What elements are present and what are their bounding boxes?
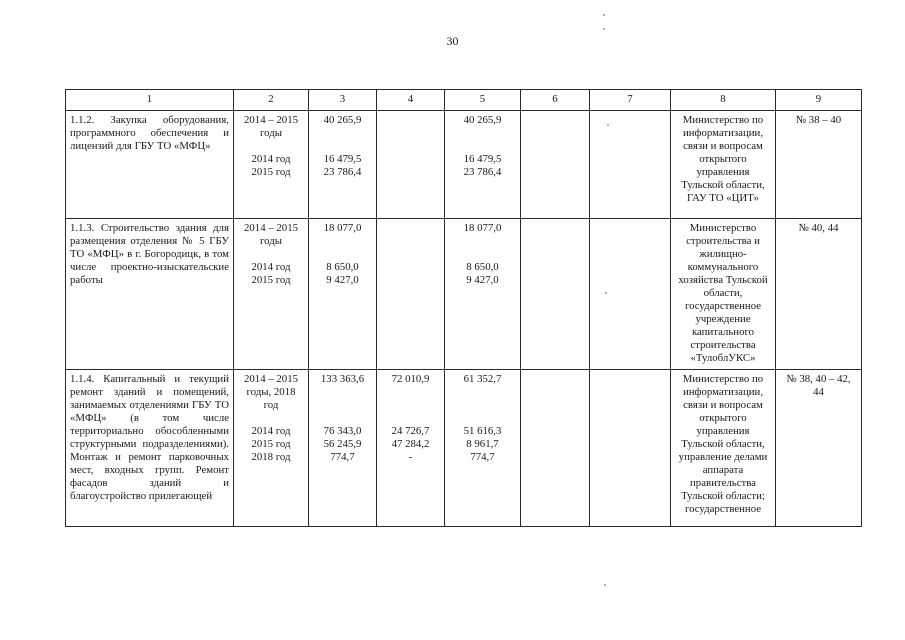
amount-cell-col7 bbox=[590, 111, 671, 219]
table-row bbox=[66, 219, 862, 370]
amount-cell-col4 bbox=[377, 111, 445, 219]
header-cell: 5 bbox=[445, 90, 521, 111]
cell-line: 51 616,3 bbox=[463, 425, 502, 437]
cell-line: 2014 – 2015 bbox=[244, 114, 298, 126]
scan-speck bbox=[605, 292, 607, 294]
cell-line: 23 786,4 bbox=[463, 166, 502, 178]
page-number: 30 bbox=[446, 34, 459, 48]
header-cell: 3 bbox=[309, 90, 377, 111]
amount-cell-col6 bbox=[521, 219, 590, 370]
cell-line: 47 284,2 bbox=[391, 438, 430, 450]
cell-line: 16 479,5 bbox=[323, 153, 362, 165]
amount-cell-col7 bbox=[590, 370, 671, 527]
cell-line: 72 010,9 bbox=[391, 373, 430, 385]
cell-line: 2014 год bbox=[251, 261, 291, 273]
cell-line: 9 427,0 bbox=[466, 274, 499, 286]
amount-cell-col5 bbox=[445, 111, 521, 219]
header-cell: 7 bbox=[590, 90, 671, 111]
header-cell: 8 bbox=[671, 90, 776, 111]
table-row bbox=[66, 370, 862, 527]
amount-cell-col6 bbox=[521, 370, 590, 527]
cell-line: 8 650,0 bbox=[466, 261, 499, 273]
cell-line: 9 427,0 bbox=[326, 274, 359, 286]
line-gap bbox=[381, 399, 440, 412]
cell-line: 2014 год bbox=[251, 425, 291, 437]
measure-name-cell: 1.1.4. Капитальный и текущий ремонт зданий и помещений, занимаемых отделениями ГБУ ТО «МФЦ» (в том числе территориально обособленными структурными подразделениями). Монтаж и ремонт парковочных мест, входных групп. Ремонт фасадов зданий и благоустройство прилегающей bbox=[66, 370, 234, 527]
cell-line: - bbox=[408, 451, 413, 463]
cell-line: 8 961,7 bbox=[466, 438, 499, 450]
period-cell bbox=[234, 111, 309, 219]
line-gap bbox=[449, 235, 516, 248]
cell-line: 774,7 bbox=[330, 451, 355, 463]
cell-line: 23 786,4 bbox=[323, 166, 362, 178]
amount-cell-col6 bbox=[521, 111, 590, 219]
line-gap bbox=[313, 412, 372, 425]
line-gap bbox=[449, 140, 516, 153]
reference-cell: № 40, 44 bbox=[776, 219, 862, 370]
cell-line: 18 077,0 bbox=[463, 222, 502, 234]
amount-cell-col3 bbox=[309, 370, 377, 527]
period-cell bbox=[234, 370, 309, 527]
cell-line: 2015 год bbox=[251, 274, 291, 286]
cell-line: 2015 год bbox=[251, 438, 291, 450]
line-gap bbox=[449, 386, 516, 399]
line-gap bbox=[238, 248, 304, 261]
line-gap bbox=[313, 386, 372, 399]
scan-speck bbox=[603, 28, 605, 30]
line-gap bbox=[313, 140, 372, 153]
header-cell: 6 bbox=[521, 90, 590, 111]
amount-cell-col4 bbox=[377, 370, 445, 527]
header-row bbox=[66, 90, 862, 111]
line-gap bbox=[313, 127, 372, 140]
line-gap bbox=[381, 412, 440, 425]
line-gap bbox=[313, 235, 372, 248]
cell-line: 774,7 bbox=[470, 451, 495, 463]
amount-cell-col3 bbox=[309, 219, 377, 370]
line-gap bbox=[313, 248, 372, 261]
line-gap bbox=[238, 412, 304, 425]
cell-line: 2014 год bbox=[251, 153, 291, 165]
responsible-cell: Министерство по информатизации, связи и вопросам открытого управления Тульской области, управление делами аппарата правительства Тульской области; государственное bbox=[671, 370, 776, 527]
cell-line: 40 265,9 bbox=[323, 114, 362, 126]
cell-line: 2014 – 2015 bbox=[244, 373, 298, 385]
cell-line: годы bbox=[260, 235, 282, 247]
cell-line: 24 726,7 bbox=[391, 425, 430, 437]
amount-cell-col3 bbox=[309, 111, 377, 219]
amount-cell-col5 bbox=[445, 219, 521, 370]
scan-speck bbox=[603, 14, 605, 16]
scan-speck bbox=[607, 124, 609, 126]
responsible-cell: Министерство по информатизации, связи и вопросам открытого управления Тульской области, ГАУ ТО «ЦИТ» bbox=[671, 111, 776, 219]
cell-line: 133 363,6 bbox=[320, 373, 365, 385]
cell-line: годы, 2018 bbox=[246, 386, 296, 398]
cell-line: 40 265,9 bbox=[463, 114, 502, 126]
reference-cell: № 38, 40 – 42, 44 bbox=[776, 370, 862, 527]
amount-cell-col5 bbox=[445, 370, 521, 527]
cell-line: 56 245,9 bbox=[323, 438, 362, 450]
cell-line: год bbox=[263, 399, 279, 411]
cell-line: 18 077,0 bbox=[323, 222, 362, 234]
reference-cell: № 38 – 40 bbox=[776, 111, 862, 219]
header-cell: 2 bbox=[234, 90, 309, 111]
measure-name-cell: 1.1.3. Строительство здания для размещения отделения № 5 ГБУ ТО «МФЦ» в г. Богородицк, в том числе проектно-изыскательские работы bbox=[66, 219, 234, 370]
line-gap bbox=[238, 140, 304, 153]
amount-cell-col4 bbox=[377, 219, 445, 370]
cell-line: годы bbox=[260, 127, 282, 139]
line-gap bbox=[449, 399, 516, 412]
measures-table bbox=[65, 89, 862, 527]
line-gap bbox=[449, 248, 516, 261]
amount-cell-col7 bbox=[590, 219, 671, 370]
table-row bbox=[66, 111, 862, 219]
cell-line: 2015 год bbox=[251, 166, 291, 178]
scan-speck bbox=[604, 584, 606, 586]
cell-line: 61 352,7 bbox=[463, 373, 502, 385]
period-cell bbox=[234, 219, 309, 370]
line-gap bbox=[313, 399, 372, 412]
cell-line: 16 479,5 bbox=[463, 153, 502, 165]
cell-line: 2014 – 2015 bbox=[244, 222, 298, 234]
line-gap bbox=[449, 412, 516, 425]
header-cell: 1 bbox=[66, 90, 234, 111]
line-gap bbox=[381, 386, 440, 399]
measure-name-cell: 1.1.2. Закупка оборудования, программного обеспечения и лицензий для ГБУ ТО «МФЦ» bbox=[66, 111, 234, 219]
header-cell: 9 bbox=[776, 90, 862, 111]
line-gap bbox=[449, 127, 516, 140]
header-cell: 4 bbox=[377, 90, 445, 111]
cell-line: 2018 год bbox=[251, 451, 291, 463]
cell-line: 76 343,0 bbox=[323, 425, 362, 437]
cell-line: 8 650,0 bbox=[326, 261, 359, 273]
responsible-cell: Министерство строительства и жилищно-коммунального хозяйства Тульской области, государственное учреждение капитального строительства «ТулоблУКС» bbox=[671, 219, 776, 370]
